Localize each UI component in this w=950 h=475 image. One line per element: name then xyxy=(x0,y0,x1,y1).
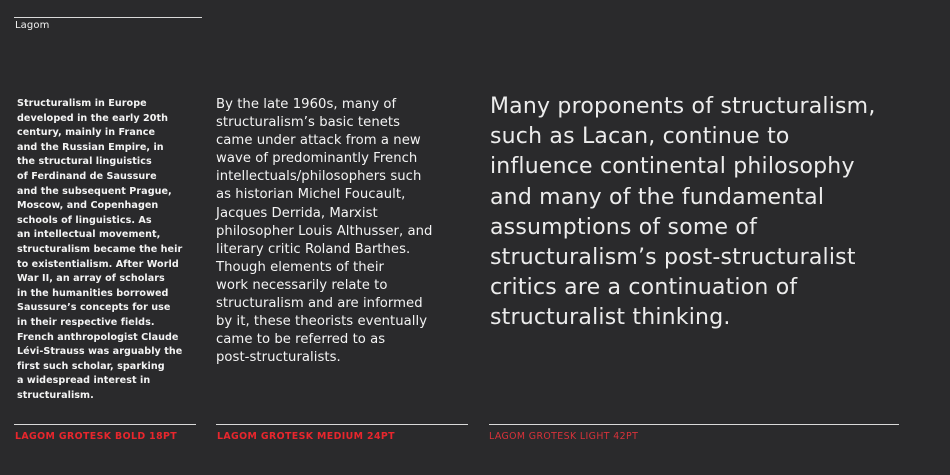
caption-divider-light xyxy=(489,424,899,425)
top-divider xyxy=(14,17,202,18)
caption-medium: LAGOM GROTESK MEDIUM 24PT xyxy=(217,431,395,442)
specimen-text-bold: Structuralism in Europe developed in the early 20th century, mainly in France and the Russian Empire, in the structural linguistics of Ferdinand de Saussure and the subsequent Prague, Moscow, and Copenhagen schools of linguistics. As an intellectual movement, structuralism became the heir to existentialism. After World War II, an array of scholars in the humanities borrowed Saussure’s concepts for use in their respective fields. French anthropologist Claude Lévi-Strauss was arguably the first such scholar, sparking a widespread interest in structuralism. xyxy=(17,98,183,401)
specimen-text-medium: By the late 1960s, many of structuralism’s basic tenets came under attack from a new wave of predominantly French intellectuals/philosophers such as historian Michel Foucault, Jacques Derrida, Marxist philosopher Louis Althusser, and literary critic Roland Barthes. Though elements of their work necessarily relate to structuralism and are informed by it, these theorists eventually came to be referred to as post-structuralists. xyxy=(216,97,433,366)
brand-name: Lagom xyxy=(15,20,50,31)
caption-bold: LAGOM GROTESK BOLD 18PT xyxy=(15,431,178,442)
caption-divider-bold xyxy=(14,424,196,425)
specimen-text-light: Many proponents of structuralism, such as Lacan, continue to influence continental philosophy and many of the fundamental assumptions of some of structuralism’s post-structuralist critics are a continuation of structuralist thinking. xyxy=(490,94,876,331)
caption-light: LAGOM GROTESK LIGHT 42PT xyxy=(489,431,639,442)
caption-divider-medium xyxy=(216,424,468,425)
